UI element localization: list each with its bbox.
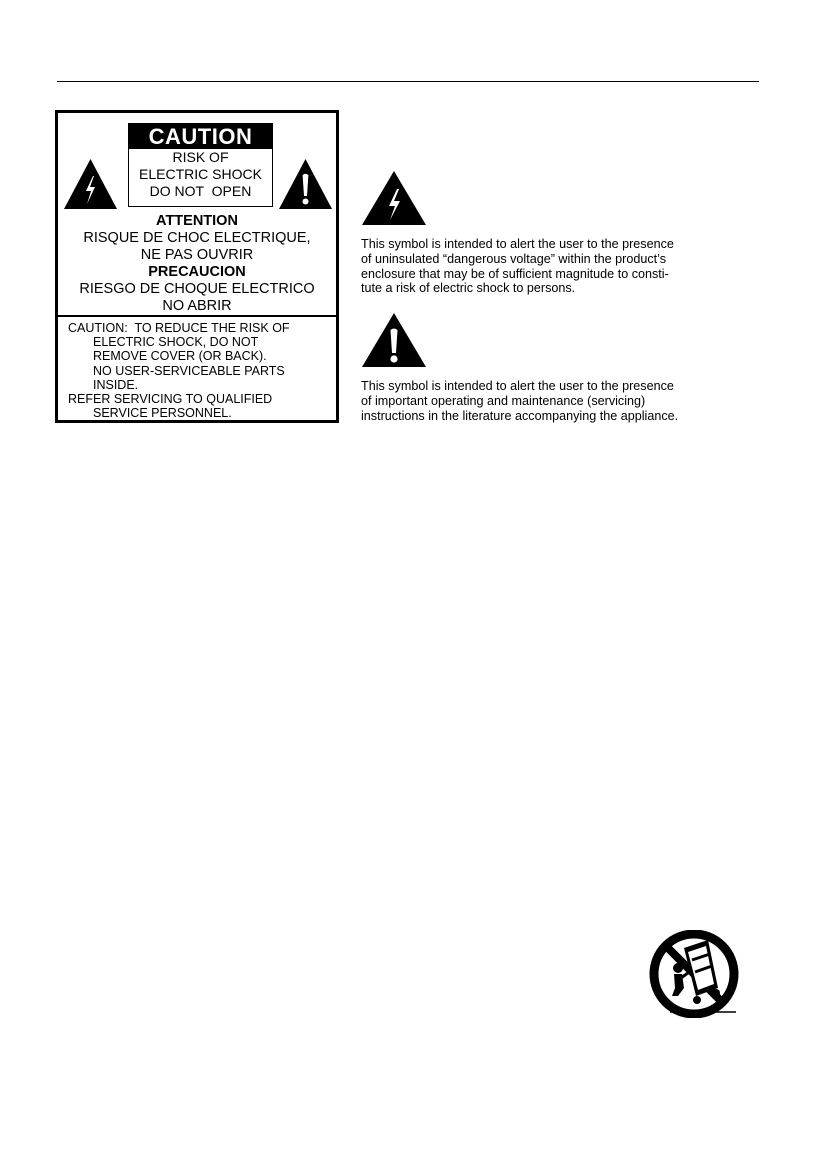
french-line: NE PAS OUVRIR [140, 246, 254, 263]
caution-line: RISK OF [172, 149, 229, 165]
notice-line: NO USER-SERVICEABLE PARTS [93, 363, 285, 378]
spanish-line: RIESGO DE CHOQUE ELECTRICO [79, 281, 315, 297]
french-line: RISQUE DE CHOC ELECTRIQUE, [83, 230, 311, 246]
exclamation-triangle-icon [361, 312, 427, 368]
voltage-symbol-description [361, 237, 761, 296]
exclamation-triangle-icon [278, 158, 333, 210]
caution-header-box [128, 123, 273, 207]
notice-line: CAUTION: TO REDUCE THE RISK OF [68, 321, 290, 335]
caution-label-panel [55, 110, 339, 423]
caution-title: CAUTION [129, 124, 272, 149]
spanish-warning [58, 264, 336, 314]
caution-line: ELECTRIC SHOCK [139, 166, 262, 182]
instructions-symbol-description [361, 379, 761, 423]
notice-line: SERVICE PERSONNEL. [93, 406, 232, 421]
notice-line: INSIDE. [93, 377, 139, 392]
notice-line: REMOVE COVER (OR BACK). [93, 349, 267, 364]
description-line: enclosure that may be of sufficient magnitude to consti- [361, 266, 669, 281]
lightning-triangle-icon [63, 158, 118, 210]
description-line: This symbol is intended to alert the user to the presence [361, 379, 674, 393]
notice-line: REFER SERVICING TO QUALIFIED [68, 392, 273, 407]
lightning-triangle-icon [361, 170, 427, 226]
description-line: of important operating and maintenance (servicing) [361, 393, 646, 408]
caution-line: DO NOT OPEN [149, 183, 252, 199]
french-heading: ATTENTION [156, 213, 238, 229]
description-line: of uninsulated “dangerous voltage” within the product’s [361, 251, 667, 266]
description-line: tute a risk of electric shock to persons. [361, 281, 576, 296]
spanish-line: NO ABRIR [162, 297, 232, 314]
cart-tipover-warning-icon [648, 930, 740, 1018]
description-line: instructions in the literature accompanying the appliance. [361, 408, 679, 423]
caution-notice [68, 321, 336, 420]
header-rule [57, 81, 759, 82]
notice-line: ELECTRIC SHOCK, DO NOT [93, 335, 259, 350]
spanish-heading: PRECAUCION [148, 264, 246, 280]
panel-divider [58, 315, 336, 317]
description-line: This symbol is intended to alert the user to the presence [361, 237, 674, 251]
french-warning [58, 213, 336, 263]
